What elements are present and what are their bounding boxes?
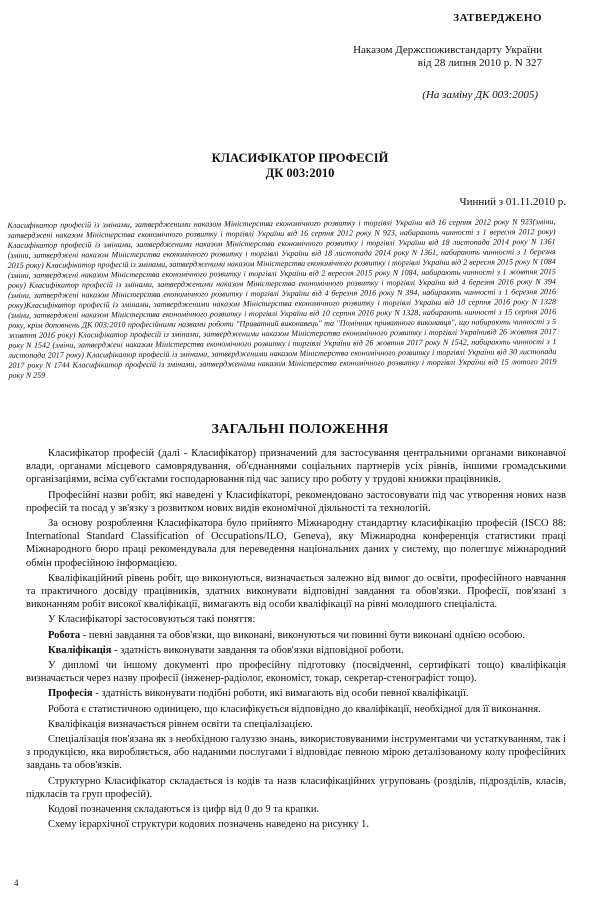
paragraph: За основу розроблення Класифікатора було прийнято Міжнародну стандартну класифікацію професій (ISCO 88: International Standard Classification of Occupations/ILO, Geneva), яку Міжнародна конференція статистики праці Міжнародного бюро праці рекомендувала для переведення національних даних у систему, що полегшує міжнародний обмін професійною інформацією.	[26, 518, 566, 569]
order-line-2: від 28 липня 2010 р. N 327	[417, 57, 542, 69]
paragraph: Робота є статистичною одиницею, що класифікується відповідно до кваліфікації, необхідної для її виконання.	[48, 703, 541, 715]
body-text	[26, 447, 566, 833]
definition-qualification	[26, 644, 566, 657]
paragraph: Кодові позначення складаються із цифр від 0 до 9 та крапки.	[48, 804, 320, 816]
order-reference	[353, 44, 542, 70]
order-line-1: Наказом Держспоживстандарту України	[353, 44, 542, 56]
definition-term: Робота	[48, 629, 81, 641]
paragraph: Професійні назви робіт, які наведені у Класифікаторі, рекомендовано застосовувати під час утворення нових назв професій та посад у зв'язку з розвитком нових видів економічної діяльності та технологій.	[26, 489, 566, 514]
paragraph: Кваліфікаційний рівень робіт, що виконуються, визначається залежно від вимог до освіти, професійного навчання та практичного досвіду працівників, здатних виконувати відповідні завдання та обов'язки. Професії, пов'язані з виконанням робіт високої кваліфікації, вимагають від особи кваліфікації на рівні молодшого спеціаліста.	[26, 572, 566, 611]
document-title	[0, 151, 600, 181]
definition-term: Професія	[48, 688, 93, 700]
definition-term: Кваліфікація	[48, 644, 112, 656]
amendments-note: Класифікатор професій із змінами, затвердженими наказом Міністерства економічного розвитку і торгівлі України від 16 серпня 2012 року N 923(зміни, затверджені наказом Міністерства економічного розвитку і торгівлі України від 16 серпня 2012 року N 923, набирають чинності з 1 вересня 2012 року) Класифікатор професій із змінами, затвердженими наказом Міністерства економічного розвитку і торгівлі України від 18 листопада 2014 року N 1361 (зміни, затверджені наказом Міністерства економічного розвитку і торгівлі України від 18 листопада 2014 року N 1361, набирають чинності з 1 березня 2015 року) Класифікатор професій із змінами, затвердженими наказом Міністерства економічного розвитку і торгівлі України від 2 вересня 2015 року N 1084 (зміни, затверджені наказом Міністерства економічного розвитку і торгівлі України від 2 вересня 2015 року N 1084, набирають чинності з 1 жовтня 2015 року) Класифікатор професій із змінами, затвердженими наказом Міністерства економічного розвитку і торгівлі України від 4 березня 2016 року N 394 (зміни, затверджені наказом Міністерства економічного розвитку і торгівлі України від 4 березня 2016 року N 394, набирають чинності з 1 березня 2016 року)Класифікатор професій із змінами, затвердженими наказом Міністерства економічного розвитку і торгівлі України від 10 серпня 2016 року N 1328 (зміни, затверджені наказом Міністерства економічного розвитку і торгівлі України від 10 серпня 2016 року N 1328, набирають чинності з 15 серпня 2016 року, крім доповнень ДК 003:2010 професійними назвами роботи "Приватний виконавець" та "Помічник приватного виконавця", що набирають чинності з 5 жовтня 2016 року) Класифікатор професій із змінами, затвердженими наказом Міністерства економічного розвитку і торгівлі Українивід 26 жовтня 2017 року N 1542 (зміни, затверджені наказом Міністерства економічного розвитку і торгівлі України від 26 жовтня 2017 року N 1542, набирають чинності з 1 листопада 2017 року) Класифікатор професій із змінами, затвердженими наказом Міністерства економічного розвитку і торгівлі України від 30 листопада 2017 року N 1744 Класифікатор професій із змінами, затвердженими наказом Міністерства економічного розвитку і торгівлі України від 15 лютого 2019 року N 259	[7, 217, 557, 380]
paragraph: Спеціалізація пов'язана як з необхідною галуззю знань, використовуваними інструментами чи устаткуванням, так і з продукцією, яка виробляється, або наданими послугами і відповідає певною мірою деталізованому колу професійних завдань та обов'язків.	[26, 734, 566, 772]
paragraph: У дипломі чи іншому документі про професійну підготовку (посвідченні, сертифікаті тощо) кваліфікація визначається через назву професії (інженер-радіолог, економіст, токар, секретар-стенографіст тощо).	[26, 660, 566, 685]
title-line-1: КЛАСИФІКАТОР ПРОФЕСІЙ	[211, 151, 389, 165]
paragraph: Класифікатор професій (далі - Класифікатор) призначений для застосування центральними органами виконавчої влади, органами місцевого самоврядування, об'єднаннями соціальних партнерів усіх рівнів, іншими громадськими організаціями, всіма суб'єктами господарювання під час запису про роботу у трудові книжки працівників.	[26, 448, 566, 486]
paragraph: Структурно Класифікатор складається із кодів та назв класифікаційних угруповань (розділів, підрозділів, класів, підкласів та груп професій).	[26, 775, 566, 800]
paragraph: У Класифікаторі застосовуються такі поняття:	[48, 614, 256, 626]
definition-work	[26, 629, 566, 642]
definition-text: - здатність виконувати подібні роботи, які вимагають від особи певної кваліфікації.	[92, 688, 469, 700]
definition-text: - здатність виконувати завдання та обов'язки відповідної роботи.	[111, 644, 404, 656]
page-number: 4	[14, 878, 19, 888]
effective-date: Чинний з 01.11.2010 р.	[459, 196, 566, 208]
paragraph: Кваліфікація визначається рівнем освіти та спеціалізацією.	[48, 718, 313, 730]
paragraph: Схему ієрархічної структури кодових позначень наведено на рисунку 1.	[48, 819, 369, 831]
replacement-note: (На заміну ДК 003:2005)	[422, 89, 538, 101]
approved-stamp: ЗАТВЕРДЖЕНО	[453, 12, 542, 24]
section-title: ЗАГАЛЬНІ ПОЛОЖЕННЯ	[211, 422, 389, 437]
definition-profession	[26, 687, 566, 700]
title-line-2: ДК 003:2010	[265, 166, 335, 180]
definition-text: - певні завдання та обов'язки, що виконані, виконуються чи повинні бути виконані однією особою.	[80, 629, 525, 641]
